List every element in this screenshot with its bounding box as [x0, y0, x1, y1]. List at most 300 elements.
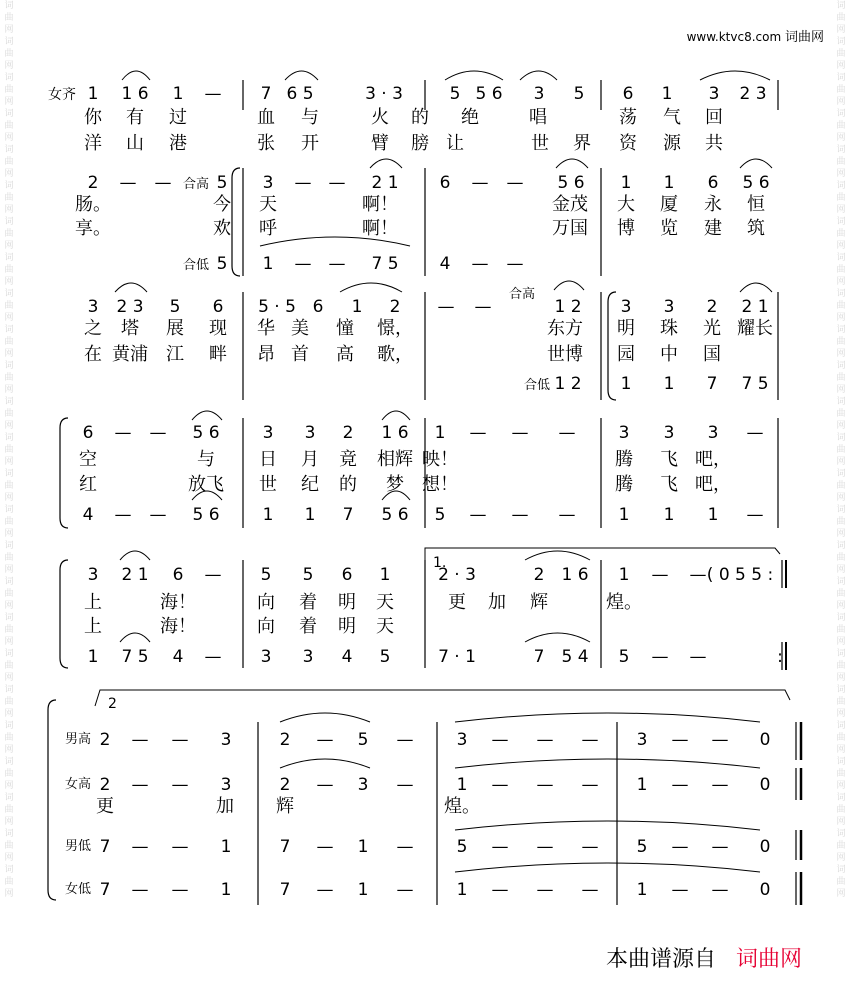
r5-low-note: 4	[172, 647, 184, 667]
r6-lyric: 辉	[276, 796, 294, 817]
source-brand[interactable]: 词曲网	[735, 947, 802, 972]
r6-nandi-note: 5	[456, 837, 468, 857]
r2-note: —	[471, 173, 489, 193]
r6-nvgao-note: —	[491, 775, 509, 795]
r1-note: 3	[533, 84, 545, 104]
r2-note: 1	[663, 173, 675, 193]
r1-note: 6 5	[286, 84, 314, 104]
r5-low-note: :	[777, 647, 783, 667]
r4-l1-lyric: 日	[259, 449, 277, 470]
r3-slur	[740, 283, 772, 292]
r5-low-note: 5	[379, 647, 391, 667]
site-url[interactable]: www.ktvc8.com	[686, 30, 782, 44]
r5-note: 2 · 3	[438, 565, 476, 585]
r3-l1-lyric: 珠	[660, 318, 678, 339]
r1-l1-lyric: 血	[257, 107, 275, 128]
r2-l1-lyric: 啊！	[362, 194, 398, 215]
r6-nvgao-note: 0	[759, 775, 771, 795]
r6-tie	[455, 713, 760, 722]
r2-l2-lyric: 览	[660, 218, 678, 239]
r5-ending1: 1.	[433, 555, 447, 571]
r3-low-note: 1 2	[554, 374, 582, 394]
r6-nvgao-note: 3	[357, 775, 369, 795]
r3-l1-lyric: 东方	[547, 318, 583, 339]
r1-l2-lyric: 界	[573, 133, 591, 154]
r6-nangao-note: —	[396, 730, 414, 750]
r2-slur	[370, 159, 402, 168]
r6-nangao-note: —	[711, 730, 729, 750]
label-nvqi: 女齐	[48, 87, 76, 103]
label-nangao: 男高	[64, 732, 92, 747]
r6-nandi-note: —	[316, 837, 334, 857]
r6-tie	[455, 821, 760, 830]
r5-volta	[425, 548, 780, 566]
r5-low-note: 7 · 1	[438, 647, 476, 667]
r1-l2-lyric: 让	[446, 133, 464, 154]
r3-l1-lyric: 塔	[121, 318, 139, 339]
r5-note: 1	[379, 565, 391, 585]
r6-nvdi-note: 1	[456, 880, 468, 900]
r6-nandi-note: —	[581, 837, 599, 857]
r2-low-note: —	[471, 254, 489, 274]
r3-l1-lyric: 之	[84, 318, 102, 339]
r6-nandi-note: 1	[357, 837, 369, 857]
r5-l1-lyric: 天	[376, 592, 394, 613]
r1-note: 1	[661, 84, 673, 104]
label-nvdi: 女低	[64, 882, 92, 897]
r6-nvgao-note: 1	[456, 775, 468, 795]
label-hedi: 合低	[182, 258, 210, 273]
r5-note: 1 6	[561, 565, 589, 585]
r2-l2-lyric: 享。	[75, 218, 111, 239]
r3-l1-lyric: 美	[291, 318, 309, 339]
r6-nvdi-note: 7	[279, 880, 291, 900]
r4-note: 2	[342, 423, 354, 443]
r1-note: 3 · 3	[365, 84, 403, 104]
r6-nangao-note: —	[581, 730, 599, 750]
r4-slur	[192, 411, 222, 420]
r3-l2-lyric: 江	[166, 344, 184, 365]
r3-l1-lyric: 现	[209, 318, 227, 339]
r2-note: 5 6	[557, 173, 585, 193]
r2-note: 5 6	[742, 173, 770, 193]
r3-l1-lyric: 华	[257, 318, 275, 339]
r4-note: —	[114, 423, 132, 443]
r6-nangao-note: 2	[279, 730, 291, 750]
r5-low-note: 3	[302, 647, 314, 667]
r4-note: —	[149, 423, 167, 443]
r4-l2-lyric: 吧，	[695, 474, 731, 495]
r2-note: —	[328, 173, 346, 193]
r2-note: 3	[262, 173, 274, 193]
r5-low-note: 5	[618, 647, 630, 667]
r2-l1-lyric: 肠。	[75, 194, 111, 215]
r6-nvgao-note: —	[316, 775, 334, 795]
r5-l1-lyric: 辉	[530, 592, 548, 613]
r6-nandi-note: —	[671, 837, 689, 857]
r4-low-note: 1	[304, 505, 316, 525]
r5-l1-lyric: 加	[488, 592, 506, 613]
r4-low-note: 7	[342, 505, 354, 525]
r2-note: 1	[620, 173, 632, 193]
r1-l2-lyric: 源	[663, 133, 681, 154]
r5-note: 3	[87, 565, 99, 585]
r1-note: 2 3	[739, 84, 767, 104]
r2-l2-lyric: 博	[617, 218, 635, 239]
site-name: 词曲网	[784, 30, 824, 45]
r5-note: ( 0 5 5 :	[706, 565, 774, 585]
r5-note: 6	[172, 565, 184, 585]
r6-nangao-note: 3	[220, 730, 232, 750]
r4-note: 5 6	[192, 423, 220, 443]
r4-low-note: 1	[707, 505, 719, 525]
r5-note: 5	[260, 565, 272, 585]
r1-l2-lyric: 资	[619, 133, 637, 154]
r6-nvdi-note: —	[711, 880, 729, 900]
r1-l2-lyric: 臂	[371, 133, 389, 154]
source-label: 本曲谱源自	[605, 947, 716, 972]
r6-lyric: 加	[216, 796, 234, 817]
r5-l1-lyric: 上	[84, 592, 102, 613]
r5-l2-lyric: 海！	[160, 616, 196, 637]
r6-nangao-note: 2	[99, 730, 111, 750]
r4-low-note: —	[114, 505, 132, 525]
r6-nandi-note: 7	[99, 837, 111, 857]
r4-low-note: 5 6	[381, 505, 409, 525]
r5-l2-lyric: 明	[338, 616, 356, 637]
r4-l1-lyric: 与	[197, 449, 215, 470]
r4-slur	[382, 411, 410, 420]
r1-note: 3	[708, 84, 720, 104]
r5-low-note: —	[689, 647, 707, 667]
r6-nangao-note: —	[671, 730, 689, 750]
r2-l2-lyric: 呼	[259, 218, 277, 239]
r6-nangao-note: 5	[357, 730, 369, 750]
r2-note: 2	[87, 173, 99, 193]
r3-l2-lyric: 昂	[257, 344, 275, 365]
r3-l2-lyric: 中	[660, 344, 678, 365]
r2-l2-lyric: 欢	[213, 218, 231, 239]
label-hegao: 合高	[508, 287, 536, 302]
r6-volta	[95, 690, 790, 706]
r6-nandi-note: —	[536, 837, 554, 857]
label-hegao: 合高	[182, 177, 210, 192]
r3-low-note: 1	[663, 374, 675, 394]
r5-low-note: 1	[87, 647, 99, 667]
r2-note: 6	[439, 173, 451, 193]
r4-l1-lyric: 竟	[339, 449, 357, 470]
r4-note: 3	[663, 423, 675, 443]
r5-low-note: 7	[533, 647, 545, 667]
r4-l2-lyric: 放飞	[188, 474, 224, 495]
r6-nvdi-note: 0	[759, 880, 771, 900]
r3-l1-lyric: 耀长	[737, 318, 773, 339]
r5-l2-lyric: 着	[299, 616, 317, 637]
r6-nvgao-note: 1	[636, 775, 648, 795]
r6-nvdi-note: —	[671, 880, 689, 900]
r6-tie	[455, 863, 760, 872]
r4-low-note: —	[469, 505, 487, 525]
r2-slur	[740, 159, 772, 168]
r3-l2-lyric: 首	[291, 344, 309, 365]
r6-nandi-note: 7	[279, 837, 291, 857]
r5-l2-lyric: 天	[376, 616, 394, 637]
r4-low-note: 4	[82, 505, 94, 525]
r6-nvgao-note: —	[581, 775, 599, 795]
r5-l2-lyric: 上	[84, 616, 102, 637]
r5-note: 2 1	[121, 565, 149, 585]
r3-note: —	[474, 297, 492, 317]
r5-l2-lyric: 向	[257, 616, 275, 637]
r6-nangao-note: —	[316, 730, 334, 750]
r2-low-note: 5	[216, 254, 228, 274]
r2-note: —	[294, 173, 312, 193]
r3-l1-lyric: 憬，	[377, 318, 413, 339]
r3-l2-lyric: 高	[336, 344, 354, 365]
r4-low-note: —	[149, 505, 167, 525]
r3-low-note: 7	[706, 374, 718, 394]
r1-note: —	[204, 84, 222, 104]
r3-note: 2 3	[116, 297, 144, 317]
r4-note: —	[558, 423, 576, 443]
r4-note: 3	[707, 423, 719, 443]
r6-tie	[280, 759, 370, 768]
r6-nvdi-note: 1	[220, 880, 232, 900]
r5-note: —	[651, 565, 669, 585]
r3-note: 6	[312, 297, 324, 317]
r6-nvdi-note: 7	[99, 880, 111, 900]
r4-low-note: 5 6	[192, 505, 220, 525]
r4-l2-lyric: 想！	[422, 474, 458, 495]
r1-l1-lyric: 有	[126, 107, 144, 128]
r5-l1-lyric: 更	[448, 592, 466, 613]
r3-l2-lyric: 黄浦	[112, 344, 148, 365]
r2-l1-lyric: 厦	[660, 194, 678, 215]
r1-slur	[700, 71, 770, 80]
r3-note: 3	[620, 297, 632, 317]
r4-note: 1	[434, 423, 446, 443]
r3-low-note: 1	[620, 374, 632, 394]
r1-l1-lyric: 回	[705, 107, 723, 128]
r2-note: 6	[707, 173, 719, 193]
r4-low-note: —	[558, 505, 576, 525]
r1-l1-lyric: 你	[84, 107, 102, 128]
r2-note: —	[506, 173, 524, 193]
r6-nvgao-note: —	[536, 775, 554, 795]
r4-brace	[60, 418, 68, 528]
r2-l1-lyric: 永	[704, 194, 722, 215]
r2-l2-lyric: 筑	[747, 218, 765, 239]
r3-l1-lyric: 憧	[336, 318, 354, 339]
r5-low-note: 5 4	[561, 647, 589, 667]
r3-slur	[340, 283, 402, 292]
r3-l1-lyric: 光	[703, 318, 721, 339]
r1-l2-lyric: 山	[126, 133, 144, 154]
r1-l2-lyric: 港	[169, 133, 187, 154]
r5-low-note: —	[204, 647, 222, 667]
r5-low-note: 4	[341, 647, 353, 667]
r5-note: 5	[302, 565, 314, 585]
r6-nvgao-note: —	[396, 775, 414, 795]
r6-nvdi-note: —	[131, 880, 149, 900]
side-watermark-left: 词曲网词曲网词曲网词曲网词曲网词曲网词曲网词曲网词曲网词曲网词曲网词曲网词曲网词曲网词曲网词曲网词曲网词曲网词曲网词曲网词曲网词曲网词曲网词曲网词曲网	[4, 1, 14, 899]
r4-low-note: 5	[434, 505, 446, 525]
r1-note: 7	[260, 84, 272, 104]
r4-l1-lyric: 相辉	[377, 449, 413, 470]
r1-l1-lyric: 火	[371, 107, 389, 128]
r6-nvdi-note: 1	[636, 880, 648, 900]
r6-nangao-note: —	[171, 730, 189, 750]
r6-nvdi-note: —	[536, 880, 554, 900]
r3-note: 1	[351, 297, 363, 317]
r6-nvgao-note: —	[671, 775, 689, 795]
r2-low-note: —	[506, 254, 524, 274]
r6-nvgao-note: —	[711, 775, 729, 795]
r2-l1-lyric: 恒	[747, 194, 765, 215]
r4-l2-lyric: 纪	[301, 474, 319, 495]
r2-note: 2 1	[371, 173, 399, 193]
r4-l1-lyric: 吧，	[695, 449, 731, 470]
r6-tie	[455, 759, 760, 768]
r2-low-note: 4	[439, 254, 451, 274]
r5-slur	[120, 633, 150, 642]
r2-note: —	[154, 173, 172, 193]
r6-nvdi-note: —	[491, 880, 509, 900]
label-nandi: 男低	[64, 839, 92, 854]
r2-l1-lyric: 大	[617, 194, 635, 215]
r6-nvdi-note: —	[581, 880, 599, 900]
r6-nvgao-note: 3	[220, 775, 232, 795]
r6-nvdi-note: —	[316, 880, 334, 900]
r2-l2-lyric: 建	[704, 218, 722, 239]
r6-nvdi-note: —	[171, 880, 189, 900]
r4-l1-lyric: 月	[301, 449, 319, 470]
r5-note: 2	[533, 565, 545, 585]
r3-note: —	[437, 297, 455, 317]
r6-nandi-note: 1	[220, 837, 232, 857]
r1-l2-lyric: 共	[705, 133, 723, 154]
r5-note: 1	[618, 565, 630, 585]
r3-note: 2	[389, 297, 401, 317]
r4-note: 3	[304, 423, 316, 443]
r2-slur	[556, 159, 588, 168]
r3-l2-lyric: 在	[84, 344, 102, 365]
r5-low-note: —	[651, 647, 669, 667]
r1-slur	[285, 71, 318, 80]
r3-slur	[115, 283, 147, 292]
r1-note: 5	[573, 84, 585, 104]
r6-nangao-note: 0	[759, 730, 771, 750]
r5-slur	[120, 551, 150, 560]
r3-l2-lyric: 歌，	[377, 344, 413, 365]
r6-nvdi-note: —	[396, 880, 414, 900]
r1-l1-lyric: 的	[411, 107, 429, 128]
r5-low-note: 7 5	[121, 647, 149, 667]
r1-slur	[122, 71, 150, 80]
r4-low-note: 1	[663, 505, 675, 525]
r6-lyric: 更	[96, 796, 114, 817]
r3-brace	[608, 292, 616, 400]
r2-note: 5	[216, 173, 228, 193]
r6-nvdi-note: 1	[357, 880, 369, 900]
r6-nvgao-note: —	[171, 775, 189, 795]
r6-nangao-note: 3	[636, 730, 648, 750]
r4-note: —	[746, 423, 764, 443]
r2-brace	[232, 168, 240, 276]
r3-low-note: 7 5	[741, 374, 769, 394]
r3-note: 5	[169, 297, 181, 317]
label-nvgao: 女高	[64, 777, 92, 792]
r6-ending2: 2	[108, 696, 117, 712]
r1-note: 1	[87, 84, 99, 104]
r4-note: 6	[82, 423, 94, 443]
r1-l1-lyric: 过	[169, 107, 187, 128]
r2-low-note: —	[294, 254, 312, 274]
r4-l2-lyric: 腾	[615, 474, 633, 495]
r2-l2-lyric: 万国	[552, 218, 588, 239]
r4-note: 3	[618, 423, 630, 443]
r4-low-note: 1	[618, 505, 630, 525]
r3-note: 2 1	[741, 297, 769, 317]
r6-nvgao-note: 2	[99, 775, 111, 795]
r3-note: 3	[87, 297, 99, 317]
r1-l2-lyric: 张	[257, 133, 275, 154]
r6-nangao-note: —	[491, 730, 509, 750]
r1-l1-lyric: 与	[301, 107, 319, 128]
r1-l1-lyric: 唱	[529, 107, 547, 128]
r4-note: —	[511, 423, 529, 443]
r4-l2-lyric: 飞	[660, 474, 678, 495]
r4-l1-lyric: 映！	[422, 449, 458, 470]
r5-l1-lyric: 明	[338, 592, 356, 613]
r3-note: 6	[212, 297, 224, 317]
r5-slur	[525, 551, 590, 560]
r3-l2-lyric: 国	[703, 344, 721, 365]
r5-l1-lyric: 着	[299, 592, 317, 613]
r1-l1-lyric: 荡	[619, 107, 637, 128]
r6-brace	[48, 700, 56, 900]
r3-l2-lyric: 世博	[547, 344, 583, 365]
r6-nvgao-note: —	[131, 775, 149, 795]
r5-l1-lyric: 煌。	[606, 592, 642, 613]
r2-l2-lyric: 啊！	[362, 218, 398, 239]
r2-low-note: 1	[262, 254, 274, 274]
r3-l1-lyric: 展	[166, 318, 184, 339]
r5-l1-lyric: 海！	[160, 592, 196, 613]
r5-note: —	[204, 565, 222, 585]
r1-slur	[445, 71, 503, 80]
r4-l1-lyric: 飞	[660, 449, 678, 470]
r6-nvgao-note: 2	[279, 775, 291, 795]
r2-l1-lyric: 金茂	[552, 194, 588, 215]
r4-note: 3	[262, 423, 274, 443]
r4-low-note: —	[511, 505, 529, 525]
r3-note: 5 · 5	[258, 297, 296, 317]
r6-nandi-note: 0	[759, 837, 771, 857]
r5-note: 6	[341, 565, 353, 585]
r4-low-note: 1	[262, 505, 274, 525]
r6-nangao-note: —	[536, 730, 554, 750]
r6-nandi-note: 5	[636, 837, 648, 857]
r4-l2-lyric: 世	[259, 474, 277, 495]
r1-l2-lyric: 膀	[411, 133, 429, 154]
r1-l1-lyric: 气	[663, 107, 681, 128]
r5-low-note: 3	[260, 647, 272, 667]
r6-nandi-note: —	[171, 837, 189, 857]
r6-lyric: 煌。	[444, 796, 480, 817]
r1-note: 6	[622, 84, 634, 104]
r1-note: 1 6	[121, 84, 149, 104]
